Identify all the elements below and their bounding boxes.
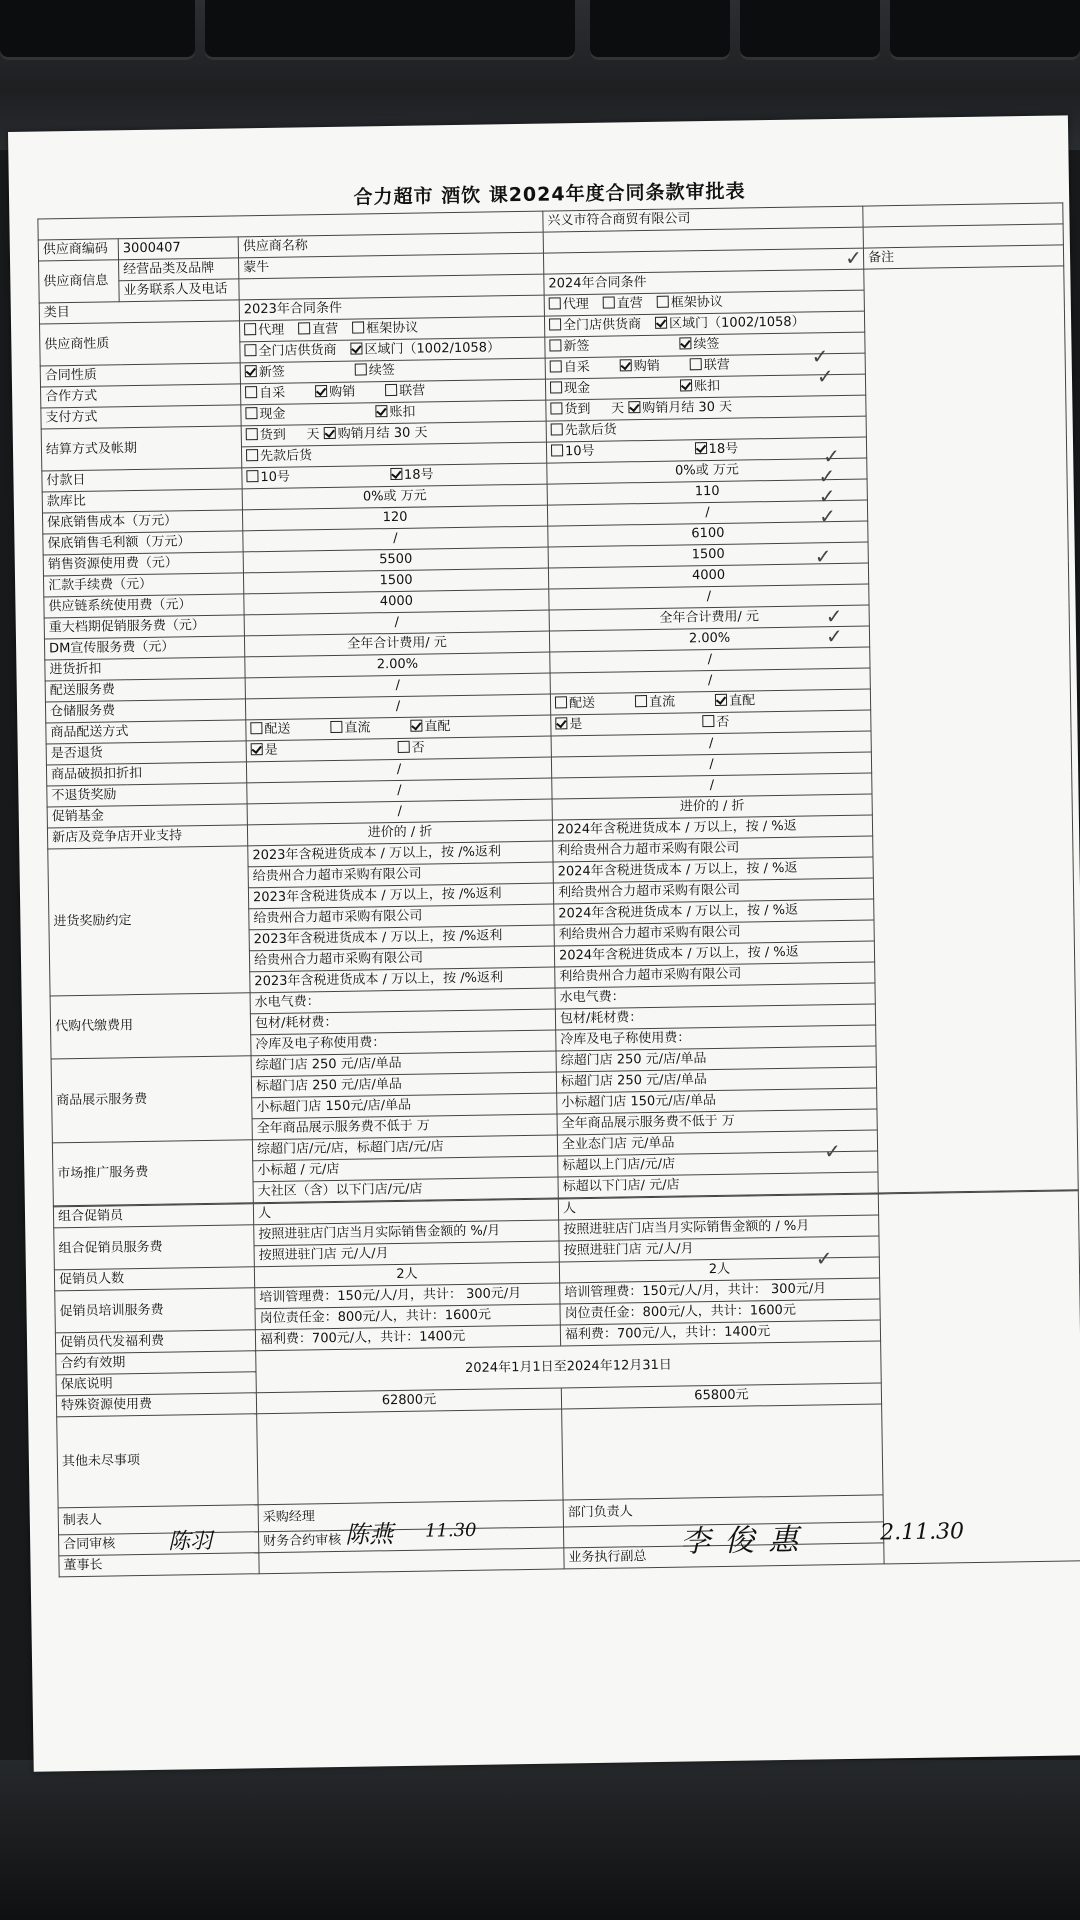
supplier-info-label: 供应商信息: [39, 260, 120, 303]
value-2024: /: [550, 647, 870, 673]
checkbox-icon: [245, 407, 257, 419]
checkbox-icon: [246, 470, 258, 482]
category-label: 经营品类及品牌: [119, 258, 239, 281]
value-2023: 2023年含税进货成本 / 万以上，按 /%返利: [249, 925, 554, 951]
value-2023: 小标超 / 元/店: [253, 1156, 558, 1182]
value-2024: 全年商品展示服务费不低于 万: [557, 1109, 877, 1135]
table-row: 合同性质 新签 续签 自采 购销 联营: [40, 350, 1065, 387]
value-2023: 进价的 / 折: [247, 820, 552, 846]
manager-signature: 陈燕: [344, 1520, 394, 1549]
table-row: 供应商性质 代理 直营 框架协议 全门店供货商 区域门（1002/1058）: [40, 308, 1065, 345]
checkbox-icon: [245, 386, 257, 398]
row-label: 商品展示服务费: [51, 1056, 252, 1143]
value-2023: 人: [253, 1199, 558, 1225]
check-mark-icon: ✓: [825, 623, 843, 649]
row-label: 不退货奖励: [47, 783, 247, 807]
row-label: 合作方式: [41, 384, 241, 408]
row-label: 销售资源使用费（元）: [43, 552, 243, 576]
dept-head-signature: 李俊惠: [679, 1522, 813, 1560]
value-2023: 全年商品展示服务费不低于 万: [252, 1114, 557, 1140]
value-2023: 包材/耗材费：: [250, 1009, 555, 1035]
checkbox-icon: [549, 297, 561, 309]
value-2023: 综超门店/元/店，标超门店/元/店: [252, 1135, 557, 1161]
checkbox-icon: [355, 363, 367, 375]
row-label: 合同性质: [40, 363, 240, 387]
value-2024: 人: [558, 1194, 878, 1220]
checkbox-icon: [635, 695, 647, 707]
row-label: 代购代缴费用: [50, 993, 251, 1059]
checked-checkbox-icon: [390, 468, 402, 480]
value-2024: 110: [547, 479, 867, 505]
row-label: 组合促销员: [53, 1204, 253, 1228]
checkbox-icon: [330, 721, 342, 733]
value-2024: 全年合计费用/ 元: [549, 605, 869, 631]
value-2024: 利给贵州合力超市采购有限公司: [553, 836, 873, 862]
col-2024-header: 2024年合同条件: [544, 269, 864, 295]
row-label: 特殊资源使用费: [56, 1393, 256, 1417]
row-label: 供应商性质: [40, 321, 241, 366]
checked-checkbox-icon: [251, 743, 263, 755]
value-2024: 利给贵州合力超市采购有限公司: [554, 920, 874, 946]
value-2024: 2人: [559, 1257, 879, 1283]
checkbox-icon: [549, 339, 561, 351]
value-2024: 2024年含税进货成本 / 万以上，按 / %返: [554, 941, 874, 967]
value-2023: 水电气费：: [250, 988, 555, 1014]
row-label: 进货折扣: [45, 657, 245, 681]
value-2023: 2023年含税进货成本 / 万以上，按 /%返利: [248, 883, 553, 909]
row-label: 进货奖励约定: [48, 846, 250, 996]
review-label: 合同审核: [59, 1532, 259, 1556]
checkbox-icon: [551, 444, 563, 456]
row-label: 款库比: [42, 489, 242, 513]
value-2024: /: [547, 500, 867, 526]
row-label: 促销员培训服务费: [55, 1288, 256, 1333]
value-2023: 小标超门店 150元/店/单品: [252, 1093, 557, 1119]
value-2023: /: [245, 673, 550, 699]
approval-form: [37, 170, 1080, 1577]
row-label: 汇款手续费（元）: [43, 573, 243, 597]
checked-checkbox-icon: [555, 717, 567, 729]
checkbox-icon: [550, 381, 562, 393]
row-label: 其他未尽事项: [57, 1414, 258, 1508]
value-2023: /: [247, 799, 552, 825]
checkbox-icon: [246, 428, 258, 440]
row-label: 付款日: [42, 468, 242, 492]
checked-checkbox-icon: [375, 405, 387, 417]
value-2024: 利给贵州合力超市采购有限公司: [555, 962, 875, 988]
check-mark-icon: ✓: [818, 504, 837, 529]
check-mark-icon: ✓: [811, 344, 829, 369]
row-label: 结算方式及帐期: [41, 426, 242, 471]
checkbox-icon: [603, 296, 615, 308]
keyboard-key: [740, 0, 880, 60]
table-row: 全门店供货商 区域门（1002/1058） 新签 续签: [40, 329, 1065, 366]
value-2024: 标超以下门店/ 元/店: [558, 1172, 878, 1198]
value-2024: 岗位责任金：800元/人，共计：1600元: [560, 1299, 880, 1325]
contract-validity: 2024年1月1日至2024年12月31日: [256, 1341, 882, 1393]
row-label: 供应链系统使用费（元）: [44, 594, 244, 618]
checkbox-icon: [702, 715, 714, 727]
value-2024: 包材/耗材费：: [555, 1004, 875, 1030]
value-2023: /: [245, 694, 550, 720]
table-row: 仓储服务费 / 配送 直流 直配: [45, 686, 1070, 723]
purchase-manager-label: 采购经理: [258, 1500, 563, 1532]
value-2024: 综超门店 250 元/店/单品: [556, 1046, 876, 1072]
row-label: 支付方式: [41, 405, 241, 429]
value-2023: 全年合计费用/ 元: [244, 631, 549, 657]
value-2024: 全业态门店 元/单品: [557, 1130, 877, 1156]
value-2023: /: [246, 757, 551, 783]
row-label: 保底销售成本（万元）: [42, 510, 242, 534]
row-label: 促销员人数: [54, 1267, 254, 1291]
row-label: 新店及竞争店开业支持: [47, 825, 247, 849]
supplier-name-label: 供应商名称: [238, 232, 543, 258]
row-label: 市场推广服务费: [52, 1140, 253, 1206]
table-row: 是否退货 是 否 /: [46, 728, 1071, 765]
checked-checkbox-icon: [679, 337, 691, 349]
row-label: 保底销售毛利额（万元）: [43, 531, 243, 555]
value-2023: /: [244, 610, 549, 636]
value-2023: 2023年含税进货成本 / 万以上，按 /%返利: [248, 841, 553, 867]
checked-checkbox-icon: [695, 442, 707, 454]
manager-sign-date: 11.30: [424, 1519, 477, 1542]
keyboard-key: [890, 0, 1080, 60]
dept-head-sign-date: 2.11.30: [879, 1519, 965, 1546]
value-2023: 1500: [243, 568, 548, 594]
document-paper: [8, 115, 1080, 1771]
checkbox-icon: [398, 741, 410, 753]
value-2024: /: [550, 668, 870, 694]
vp-label: 业务执行副总: [564, 1543, 884, 1569]
checked-checkbox-icon: [324, 427, 336, 439]
maker-label: 制表人: [58, 1505, 258, 1535]
value-2024: /: [551, 752, 871, 778]
contract-table: [37, 202, 1078, 1206]
value-2023: 0%或 万元: [242, 484, 547, 510]
table-row: 付款日 10号 18号 0%或 万元: [42, 455, 1067, 492]
value-2023: 4000: [244, 589, 549, 615]
checkbox-icon: [244, 344, 256, 356]
checked-checkbox-icon: [350, 342, 362, 354]
value-2024: 进价的 / 折: [552, 794, 872, 820]
value-2024: 4000: [548, 563, 868, 589]
value-2024: 标超以上门店/元/店: [558, 1151, 878, 1177]
value-2024: /: [552, 773, 872, 799]
checkbox-icon: [246, 449, 258, 461]
value-2024: 1500: [548, 542, 868, 568]
keyboard-key: [0, 0, 195, 60]
row-label: 仓储服务费: [45, 699, 245, 723]
row-label: 商品破损扣折扣: [46, 762, 246, 786]
checkbox-icon: [385, 384, 397, 396]
value-2024: 标超门店 250 元/店/单品: [556, 1067, 876, 1093]
value-2023: 给贵州合力超市采购有限公司: [249, 904, 554, 930]
value-2024: 按照进驻店门店当月实际销售金额的 / %月: [559, 1215, 879, 1241]
checkbox-icon: [551, 423, 563, 435]
keyboard-key: [590, 0, 730, 60]
checkbox-icon: [657, 296, 669, 308]
checked-checkbox-icon: [715, 694, 727, 706]
row-label: 是否退货: [46, 741, 246, 765]
row-label: 促销基金: [47, 804, 247, 828]
finance-review-label: 财务合约审核: [259, 1527, 564, 1553]
contact-label: 业务联系人及电话: [119, 279, 239, 302]
checked-checkbox-icon: [655, 317, 667, 329]
checkbox-icon: [298, 322, 310, 334]
value-2023: 岗位责任金：800元/人，共计：1600元: [255, 1304, 560, 1330]
row-label: 商品配送方式: [46, 720, 246, 744]
checked-checkbox-icon: [315, 385, 327, 397]
value-2024: 培训管理费：150元/人/月，共计： 300元/月: [560, 1278, 880, 1304]
desk-background: [0, 1760, 1080, 1920]
check-mark-icon: ✓: [816, 364, 834, 389]
row-label: 重大档期促销服务费（元）: [44, 615, 244, 639]
value-2024: 按照进驻门店 元/人/月: [559, 1236, 879, 1262]
remark-label: 备注: [863, 245, 1063, 269]
value-2023: 5500: [243, 547, 548, 573]
checkbox-icon: [690, 358, 702, 370]
value-2024: 65800元: [561, 1383, 881, 1409]
checkbox-icon: [550, 402, 562, 414]
supplier-name: 兴义市符合商贸有限公司: [543, 206, 863, 232]
checked-checkbox-icon: [245, 365, 257, 377]
value-2023: 给贵州合力超市采购有限公司: [249, 946, 554, 972]
form-title: 合力超市 酒饮 课2024年度合同条款审批表: [353, 180, 746, 209]
keyboard-key: [205, 0, 575, 60]
check-mark-icon: ✓: [844, 245, 863, 270]
checked-checkbox-icon: [628, 401, 640, 413]
row-label: 类目: [39, 300, 239, 324]
checkbox-icon: [555, 696, 567, 708]
value-2023: 给贵州合力超市采购有限公司: [248, 862, 553, 888]
value-2023: 福利费：700元/人，共计：1400元: [255, 1325, 560, 1351]
check-mark-icon: ✓: [818, 464, 836, 489]
value-2023: 62800元: [256, 1388, 561, 1414]
value-2023: 2人: [254, 1262, 559, 1288]
value-2024: 福利费：700元/人，共计：1400元: [560, 1320, 880, 1346]
dept-head-label: 部门负责人: [563, 1495, 883, 1527]
check-mark-icon: ✓: [815, 1246, 833, 1271]
check-mark-icon: ✓: [814, 544, 832, 569]
table-row: 先款后货 10号 18号: [41, 434, 1066, 471]
value-2023: 2023年含税进货成本 / 万以上，按 /%返利: [250, 967, 555, 993]
value-2023: 冷库及电子称使用费：: [251, 1030, 556, 1056]
supplier-code: 3000407: [118, 237, 238, 260]
check-mark-icon: ✓: [825, 603, 843, 629]
checked-checkbox-icon: [410, 720, 422, 732]
value-2023: 按照进驻店门店当月实际销售金额的 %/月: [254, 1220, 559, 1246]
value-2023: 2.00%: [245, 652, 550, 678]
checkbox-icon: [550, 360, 562, 372]
table-row: 结算方式及帐期 货到 天 购销月结 30 天 先款后货: [41, 413, 1066, 450]
row-label: 促销员代发福利费: [55, 1330, 255, 1354]
value-2024: /: [551, 731, 871, 757]
value-2024: 2024年含税进货成本 / 万以上，按 / %返: [553, 857, 873, 883]
chairman-label: 董事长: [59, 1553, 259, 1577]
checked-checkbox-icon: [620, 359, 632, 371]
value-2023: 120: [242, 505, 547, 531]
value-2024: 0%或 万元: [547, 458, 867, 484]
check-mark-icon: ✓: [818, 484, 836, 509]
value-2024: 2.00%: [549, 626, 869, 652]
value-2023: 培训管理费：150元/人/月，共计： 300元/月: [255, 1283, 560, 1309]
row-label: 组合促销员服务费: [54, 1225, 255, 1270]
supplier-code-label: 供应商编码: [38, 239, 118, 261]
value-2023: 按照进驻门店 元/人/月: [254, 1241, 559, 1267]
checked-checkbox-icon: [680, 379, 692, 391]
checkbox-icon: [352, 321, 364, 333]
col-2023-header: 2023年合同条件: [239, 295, 544, 321]
value-2024: 冷库及电子称使用费：: [556, 1025, 876, 1051]
checkbox-icon: [244, 323, 256, 335]
checkbox-icon: [549, 318, 561, 330]
row-label: DM宣传服务费（元）: [44, 636, 244, 660]
value-2024: 2024年含税进货成本 / 万以上，按 / %返: [554, 899, 874, 925]
checkbox-icon: [250, 722, 262, 734]
check-mark-icon: ✓: [823, 1139, 842, 1164]
table-row: 商品配送方式 配送 直流 直配 是 否: [46, 707, 1071, 744]
value-2023: /: [243, 526, 548, 552]
table-row: 合作方式 自采 购销 联营 现金 账扣: [41, 371, 1066, 408]
remark-column: [864, 266, 1078, 1193]
table-row: 类目 2023年合同条件 代理 直营 框架协议: [39, 287, 1064, 324]
value-2024: 小标超门店 150元/店/单品: [557, 1088, 877, 1114]
value-2023: 综超门店 250 元/店/单品: [251, 1051, 556, 1077]
value-2024: /: [549, 584, 869, 610]
value-2024: 6100: [548, 521, 868, 547]
check-mark-icon: ✓: [823, 443, 841, 469]
row-label: 保底说明: [56, 1372, 256, 1396]
value-2024: 水电气费：: [555, 983, 875, 1009]
value-2023: 大社区（含）以下门店/元/店: [253, 1177, 558, 1203]
value-2023: 标超门店 250 元/店/单品: [251, 1072, 556, 1098]
value-2023: /: [247, 778, 552, 804]
row-label: 配送服务费: [45, 678, 245, 702]
maker-signature: 陈羽: [167, 1528, 213, 1555]
category-brand: 蒙牛: [239, 253, 544, 279]
value-2024: 利给贵州合力超市采购有限公司: [553, 878, 873, 904]
table-row: 支付方式 现金 账扣 货到 天 购销月结 30 天: [41, 392, 1066, 429]
row-label: 合约有效期: [56, 1351, 256, 1375]
value-2024: 2024年含税进货成本 / 万以上，按 / %返: [552, 815, 872, 841]
